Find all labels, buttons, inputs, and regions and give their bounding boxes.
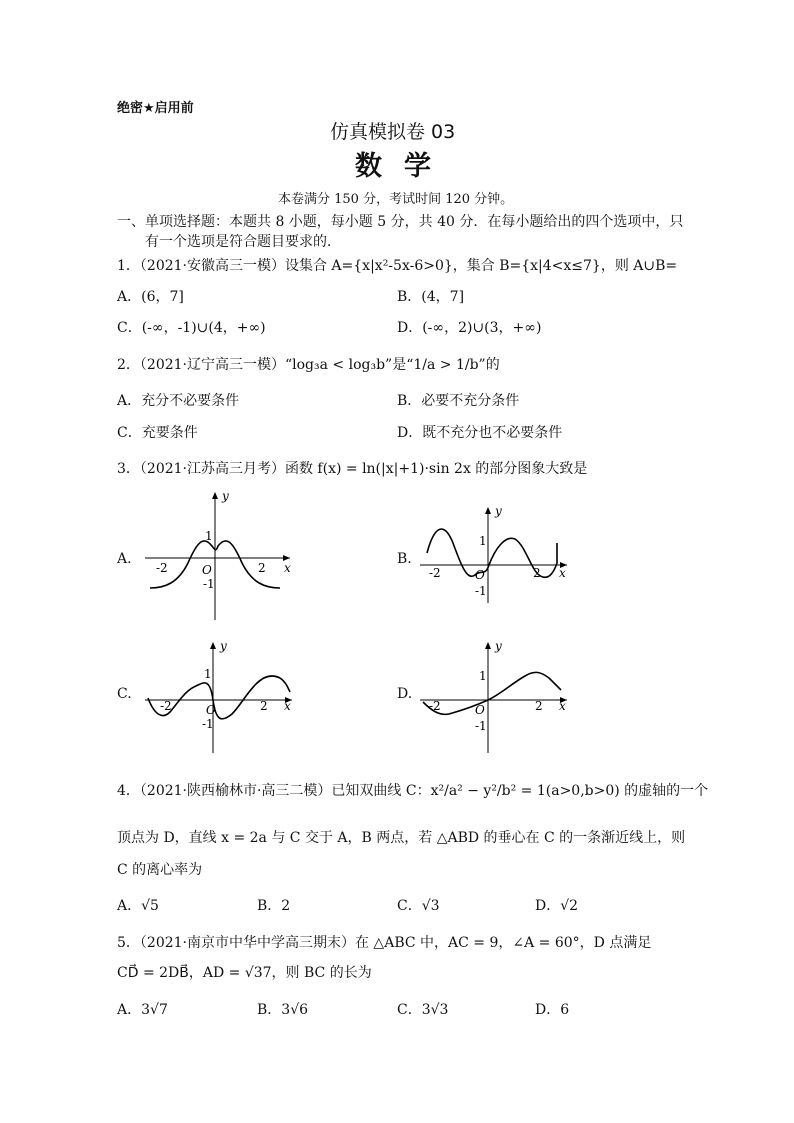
- graph-b-tick-neg2: -2: [429, 566, 441, 580]
- graph-d-tick-neg2: -2: [429, 699, 441, 713]
- graph-c-tick-neg2: -2: [160, 699, 172, 713]
- graph-a-tick-neg1: -1: [203, 577, 215, 591]
- subject-title: 数学: [355, 151, 453, 182]
- graph-d-origin: O: [475, 703, 485, 717]
- q2-option-d: D．既不充分也不必要条件: [397, 425, 563, 441]
- question-4-line1: 4．（2021·陕西榆林市·高三二模）已知双曲线 C：x²/a² − y²/b² = 1(a>0,b>0) 的虚轴的一个: [117, 783, 709, 799]
- graph-d-tick-2: 2: [535, 699, 543, 713]
- graph-c-origin: O: [206, 703, 216, 717]
- graph-c-tick-1: 1: [204, 667, 212, 681]
- question-5-line2: CD⃗ = 2DB⃗，AD = √37，则 BC 的长为: [117, 965, 372, 981]
- graph-a-y-label: y: [222, 489, 229, 503]
- q1-option-a: A．(6，7]: [117, 289, 184, 305]
- section-heading-line1: 一、单项选择题：本题共 8 小题，每小题 5 分，共 40 分．在每小题给出的四个选项中，只: [117, 214, 684, 230]
- q3-graph-b: [415, 503, 575, 608]
- question-1-text: 1．（2021·安徽高三一模）设集合 A={x|x²-5x-6>0}，集合 B={x|4<x≤7}，则 A∪B=: [117, 258, 678, 274]
- section-heading-line2: 有一个选项是符合题目要求的．: [145, 234, 341, 250]
- graph-c-tick-2: 2: [260, 699, 268, 713]
- question-4-line3: C 的离心率为: [117, 862, 203, 878]
- graph-b-tick-1: 1: [479, 534, 487, 548]
- question-2-text: 2．（2021·辽宁高三一模）“log₃a < log₃b”是“1/a > 1/b”的: [117, 357, 500, 373]
- q1-option-b: B．(4，7]: [397, 289, 465, 305]
- q2-option-b: B．必要不充分条件: [397, 393, 520, 409]
- q5-option-d: D．6: [535, 1002, 570, 1018]
- q5-option-a: A．3√7: [117, 1002, 168, 1018]
- graph-d-tick-1: 1: [479, 669, 487, 683]
- graph-a-origin: O: [202, 563, 212, 577]
- q4-option-d: D．√2: [535, 898, 579, 914]
- graph-b-tick-neg1: -1: [475, 584, 487, 598]
- question-3-text: 3．（2021·江苏高三月考）函数 f(x) = ln(|x|+1)·sin 2x 的部分图象大致是: [117, 461, 588, 477]
- exam-note: 本卷满分 150 分，考试时间 120 分钟。: [278, 192, 514, 207]
- q3-option-b-label: B.: [397, 551, 412, 567]
- graph-d-y-label: y: [495, 639, 502, 653]
- q2-option-a: A．充分不必要条件: [117, 393, 240, 409]
- graph-b-tick-2: 2: [533, 566, 541, 580]
- q4-option-b: B．2: [257, 898, 291, 914]
- graph-b-y-label: y: [495, 504, 502, 518]
- graph-d-x-label: x: [559, 699, 566, 713]
- q3-option-d-label: D.: [397, 686, 413, 702]
- question-4-line2: 顶点为 D，直线 x = 2a 与 C 交于 A，B 两点，若 △ABD 的垂心在 C 的一条渐近线上，则: [117, 830, 686, 846]
- q3-graph-a: [140, 488, 300, 623]
- q2-option-c: C．充要条件: [117, 425, 198, 441]
- graph-b-origin: O: [475, 568, 485, 582]
- graph-c-tick-neg1: -1: [202, 717, 214, 731]
- graph-c-y-label: y: [220, 639, 227, 653]
- q5-option-b: B．3√6: [257, 1002, 309, 1018]
- q3-option-c-label: C.: [117, 686, 132, 702]
- q4-option-a: A．√5: [117, 898, 159, 914]
- graph-a-tick-1: 1: [205, 529, 213, 543]
- exam-title: 仿真模拟卷 03: [330, 121, 456, 143]
- q4-option-c: C．√3: [397, 898, 440, 914]
- graph-d-tick-neg1: -1: [475, 719, 487, 733]
- q3-graph-d: [415, 638, 575, 758]
- question-5-line1: 5．（2021·南京市中华中学高三期末）在 △ABC 中，AC = 9，∠A = 60°，D 点满足: [117, 935, 652, 951]
- graph-b-x-label: x: [559, 566, 566, 580]
- graph-a-tick-2: 2: [258, 561, 266, 575]
- q5-option-c: C．3√3: [397, 1002, 449, 1018]
- graph-c-x-label: x: [284, 699, 291, 713]
- graph-a-tick-neg2: -2: [156, 561, 168, 575]
- confidential-mark: 绝密★启用前: [117, 101, 194, 116]
- q3-graph-c: [140, 638, 300, 758]
- q3-option-a-label: A.: [117, 551, 132, 567]
- q1-option-c: C．(-∞，-1)∪(4，+∞): [117, 320, 266, 336]
- q1-option-d: D．(-∞，2)∪(3，+∞): [397, 320, 542, 336]
- graph-a-x-label: x: [284, 561, 291, 575]
